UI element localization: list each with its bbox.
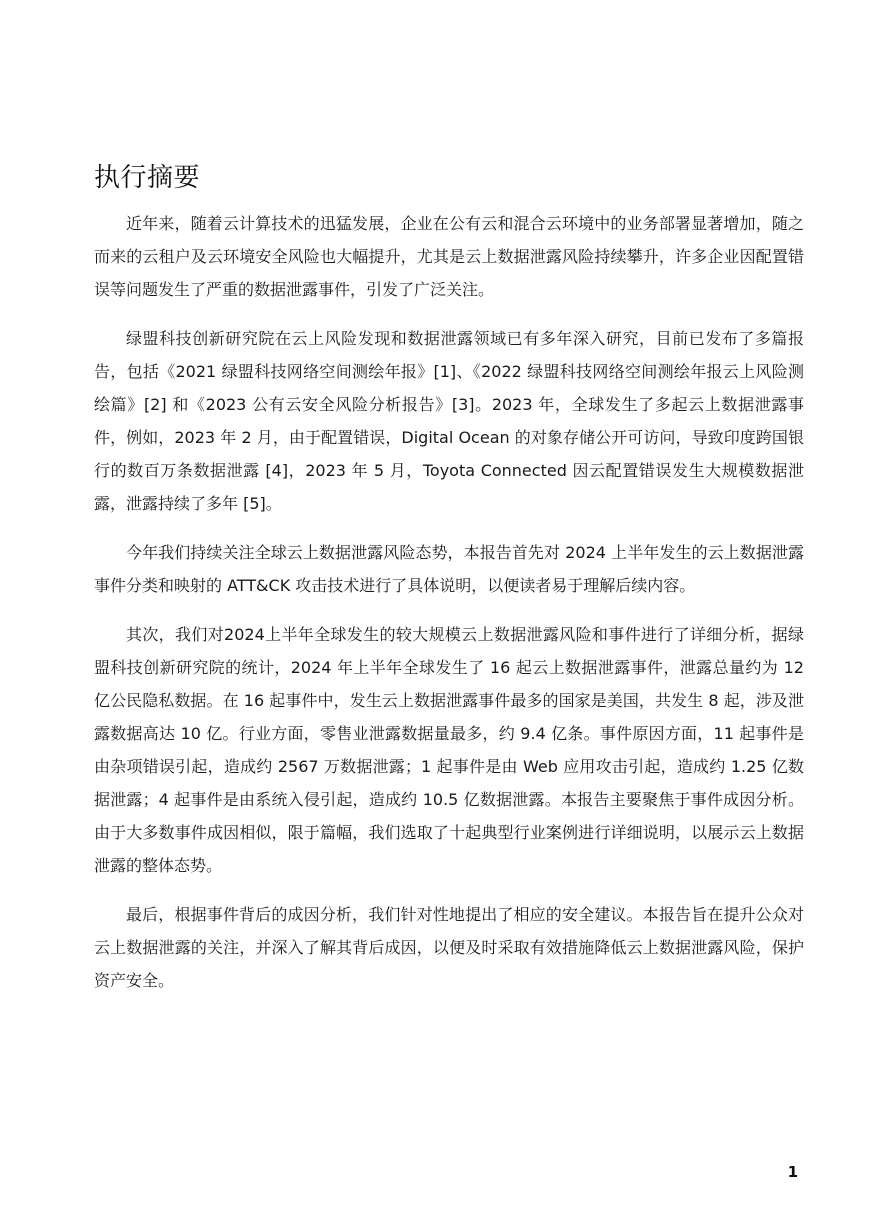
page-number: 1 bbox=[787, 1163, 798, 1181]
paragraph-2: 绿盟科技创新研究院在云上风险发现和数据泄露领域已有多年深入研究，目前已发布了多篇报告，包括《2021 绿盟科技网络空间测绘年报》[1]、《2022 绿盟科技网络空间测绘年报云上风险测绘篇》[2] 和《2023 公有云安全风险分析报告》[3]。2023 年，全球发生了多起云上数据泄露事件，例如，2023 年 2 月，由于配置错误，Digital Ocean 的对象存储公开可访问，导致印度跨国银行的数百万条数据泄露 [4]，2023 年 5 月，Toyota Connected 因云配置错误发生大规模数据泄露，泄露持续了多年 [5]。 bbox=[94, 329, 804, 513]
paragraph-5: 最后，根据事件背后的成因分析，我们针对性地提出了相应的安全建议。本报告旨在提升公众对云上数据泄露的关注，并深入了解其背后成因，以便及时采取有效措施降低云上数据泄露风险，保护资产安全。 bbox=[94, 905, 804, 990]
paragraph-1: 近年来，随着云计算技术的迅猛发展，企业在公有云和混合云环境中的业务部署显著增加，随之而来的云租户及云环境安全风险也大幅提升，尤其是云上数据泄露风险持续攀升，许多企业因配置错误等问题发生了严重的数据泄露事件，引发了广泛关注。 bbox=[94, 214, 804, 299]
body-text bbox=[94, 207, 804, 1013]
paragraph-3: 今年我们持续关注全球云上数据泄露风险态势，本报告首先对 2024 上半年发生的云上数据泄露事件分类和映射的 ATT&CK 攻击技术进行了具体说明，以便读者易于理解后续内容。 bbox=[94, 543, 804, 595]
section-heading: 执行摘要 bbox=[94, 163, 201, 193]
paragraph-4: 其次，我们对2024上半年全球发生的较大规模云上数据泄露风险和事件进行了详细分析，据绿盟科技创新研究院的统计，2024 年上半年全球发生了 16 起云上数据泄露事件，泄露总量约为 12 亿公民隐私数据。在 16 起事件中，发生云上数据泄露事件最多的国家是美国，共发生 8 起，涉及泄露数据高达 10 亿。行业方面，零售业泄露数据量最多，约 9.4 亿条。事件原因方面，11 起事件是由杂项错误引起，造成约 2567 万数据泄露；1 起事件是由 Web 应用攻击引起，造成约 1.25 亿数据泄露；4 起事件是由系统入侵引起，造成约 10.5 亿数据泄露。本报告主要聚焦于事件成因分析。由于大多数事件成因相似，限于篇幅，我们选取了十起典型行业案例进行详细说明，以展示云上数据泄露的整体态势。 bbox=[94, 625, 804, 875]
